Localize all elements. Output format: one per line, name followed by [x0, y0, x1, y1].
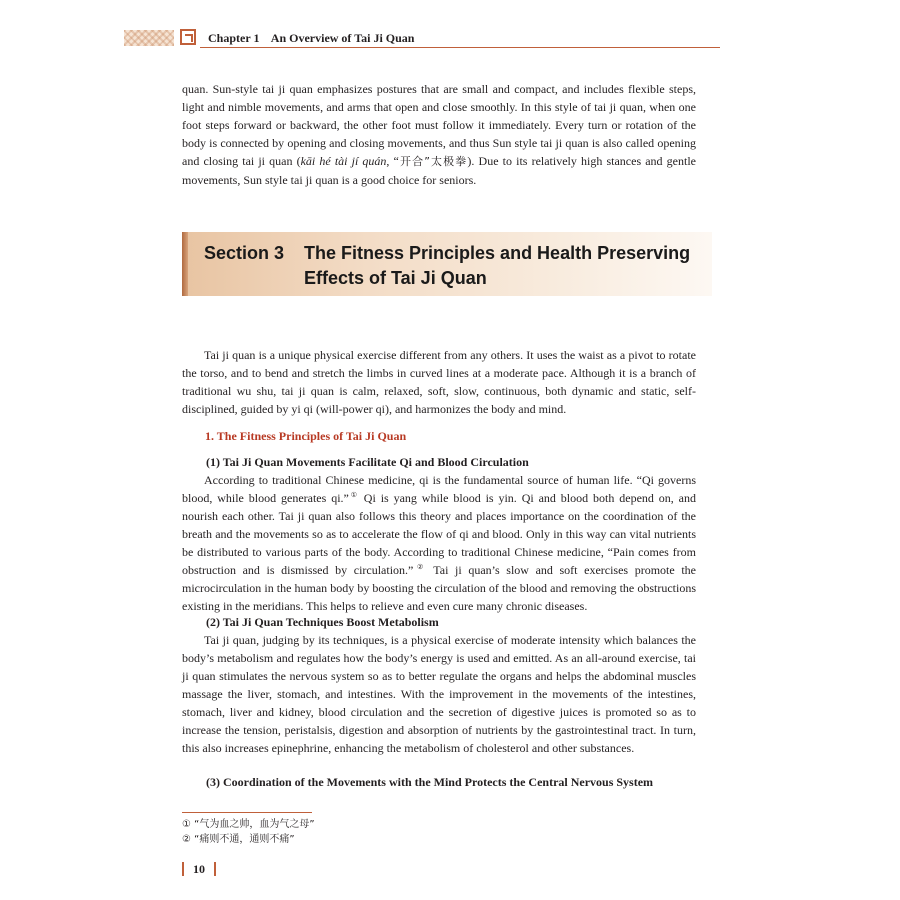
intro-text-1: quan. Sun-style tai ji quan emphasizes postures that are small and compact, and includes flexible steps, light and nimble movements, and arms that open and close smoothly. In this style of tai ji quan, when one foot steps forward or backward, the other foot must follow it immediately. Every turn or rotation of the body is connected by opening and closing movements, and thus Sun style tai ji quan is also called opening and closing tai ji quan ( — [182, 82, 696, 168]
fret-icon — [180, 29, 196, 45]
page-number-bar-right — [214, 862, 216, 876]
running-header: Chapter 1 An Overview of Tai Ji Quan — [208, 31, 415, 45]
subheading-metabolism: (2) Tai Ji Quan Techniques Boost Metabolism — [206, 615, 439, 629]
chinese-term: 开合”太极拳 — [398, 155, 468, 168]
header-rule — [200, 47, 720, 48]
qi-blood-text-3: Tai ji quan’s slow and soft exercises promote the microcirculation in the human body by boosting the circulation of the blood and removing the obstructions existing in the meridians. This helps to relieve and even cure many chronic diseases. — [182, 563, 696, 613]
section-label: Section 3 — [204, 243, 285, 263]
intro-paragraph — [182, 80, 696, 189]
qi-blood-text-2: Qi is yang while blood is yin. Qi and blood both depend on, and nourish each other. Tai ji quan also follows this theory and places importance on the coordination of the breath and the movements so as to accelerate the flow of qi and blood. Only in this way can vital nutrients be distributed to various parts of the body. According to traditional Chinese medicine, “Pain comes from obstruction and is dismissed by circulation.” — [182, 491, 697, 577]
footnote-rule — [182, 812, 312, 813]
intro-text-3: ). Due to its relatively high stances and gentle movements, Sun style tai ji quan is a good choice for seniors. — [182, 154, 697, 187]
heading-fitness-principles: 1. The Fitness Principles of Tai Ji Quan — [205, 429, 407, 443]
page-number: 10 — [193, 862, 205, 876]
section-title: The Fitness Principles and Health Preserving Effects of Tai Ji Quan — [304, 243, 691, 288]
banner-scroll-edge — [182, 232, 188, 296]
subheading-nervous-system: (3) Coordination of the Movements with the Mind Protects the Central Nervous System — [206, 775, 654, 789]
pinyin-term: kāi hé tài jí quán — [300, 154, 387, 168]
footnote-ref-1[interactable]: ① — [348, 491, 359, 499]
qi-blood-paragraph — [182, 471, 696, 615]
section-intro-paragraph: Tai ji quan is a unique physical exercise different from any others. It uses the waist as a pivot to rotate the torso, and to bend and stretch the limbs in curved lines at a moderate pace. Although it is a branch of traditional wu shu, tai ji quan is calm, relaxed, soft, slow, continuous, both dynamic and static, self-disciplined, guided by yi qi (will-power qi), and harmonizes the body and mind. — [182, 348, 696, 416]
footnote-1: ① “气为血之帅，血为气之母” — [182, 819, 315, 830]
footnote-2: ② “痛则不通，通则不痛” — [182, 834, 295, 845]
page-number-bar-left — [182, 862, 184, 876]
footnote-ref-2[interactable]: ② — [413, 563, 427, 571]
metabolism-paragraph: Tai ji quan, judging by its techniques, is a physical exercise of moderate intensity which balances the body’s metabolism and regulates how the body’s energy is used and emitted. As an all-around exercise, tai ji quan stimulates the nervous system so as to better regulate the organs and helps the abdominal muscles massage the liver, stomach, and intestines. With the improvement in the movements of the intestines, stomach, liver and kidney, blood circulation and the secretion of digestive juices is promoted so as to increase the tension, peristalsis, digestion and absorption of nutrients by the gastrointestinal tract. In turn, this also increases epinephrine, enhancing the metabolism of cholesterol and other substances. — [182, 633, 696, 755]
subheading-qi-blood: (1) Tai Ji Quan Movements Facilitate Qi and Blood Circulation — [206, 455, 529, 469]
qi-blood-text-1: According to traditional Chinese medicine, qi is the fundamental source of human life. “Qi governs blood, while blood generates qi.” — [182, 473, 696, 505]
intro-text-2: , “ — [386, 154, 399, 168]
header-decoration — [124, 30, 174, 46]
